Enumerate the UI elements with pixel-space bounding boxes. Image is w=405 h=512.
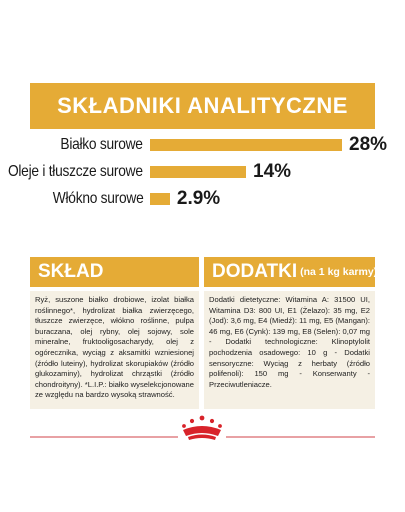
composition-header: [30, 257, 199, 287]
composition-panel: [30, 291, 199, 409]
additives-text: Dodatki dietetyczne: Witamina A: 31500 UI, Witamina D3: 800 UI, E1 (Żelazo): 35 mg, E2 (Jod): 3,6 mg, E4 (Miedź): 11 mg, E5 (Mangan): 46 mg, E6 (Cynk): 139 mg, E8 (Selen): 0,07 mg - Dodatki technologiczne: Klinoptylolit pochodzenia osadowego: 10 g - Dodatki sensoryczne: Wyciąg z herbaty (źródło polifenoli): 150 mg - Konserwanty - Przeciwutleniacze.: [209, 295, 370, 389]
analytic-bar: [150, 139, 342, 151]
analytic-row-fat: [0, 160, 405, 184]
analytic-value: 14%: [253, 161, 292, 182]
composition-title: SKŁAD: [38, 261, 104, 282]
analytic-bar-list: [0, 133, 405, 223]
royal-canin-crown-icon: [178, 413, 226, 443]
footer-divider-right: [226, 436, 375, 438]
analytic-label: Oleje i tłuszcze surowe: [8, 163, 143, 180]
footer-divider-left: [30, 436, 178, 438]
analytic-bar: [150, 166, 246, 178]
additives-title: DODATKI: [212, 261, 298, 282]
analytic-header: [30, 83, 375, 129]
additives-panel: [204, 291, 375, 409]
analytic-bar: [150, 193, 170, 205]
composition-text: Ryż, suszone białko drobiowe, izolat białka roślinnego*, hydrolizat białka zwierzęcego, tłuszcze zwierzęce, włókno roślinne, pulpa buraczana, olej rybny, olej sojowy, sole mineralne, fruktooligosacharydy, olej z ogórecznika, wyciąg z aksamitki wzniesionej (źródło luteiny), hydrolizat skorupiaków (źródło glukozaminy), hydrolizat chrząstki (źródło chondroityny). *L.I.P.: białko wyselekcjonowane ze względu na bardzo wysoką strawność.: [35, 295, 194, 400]
analytic-row-protein: [0, 133, 405, 157]
analytic-row-fibre: [0, 187, 405, 211]
additives-subtitle: (na 1 kg karmy): [300, 266, 378, 278]
analytic-title: SKŁADNIKI ANALITYCZNE: [57, 93, 348, 118]
additives-header: [204, 257, 378, 287]
analytic-label: Białko surowe: [60, 136, 143, 153]
analytic-value: 28%: [349, 134, 388, 155]
analytic-value: 2.9%: [176, 188, 221, 209]
analytic-label: Włókno surowe: [52, 190, 143, 207]
